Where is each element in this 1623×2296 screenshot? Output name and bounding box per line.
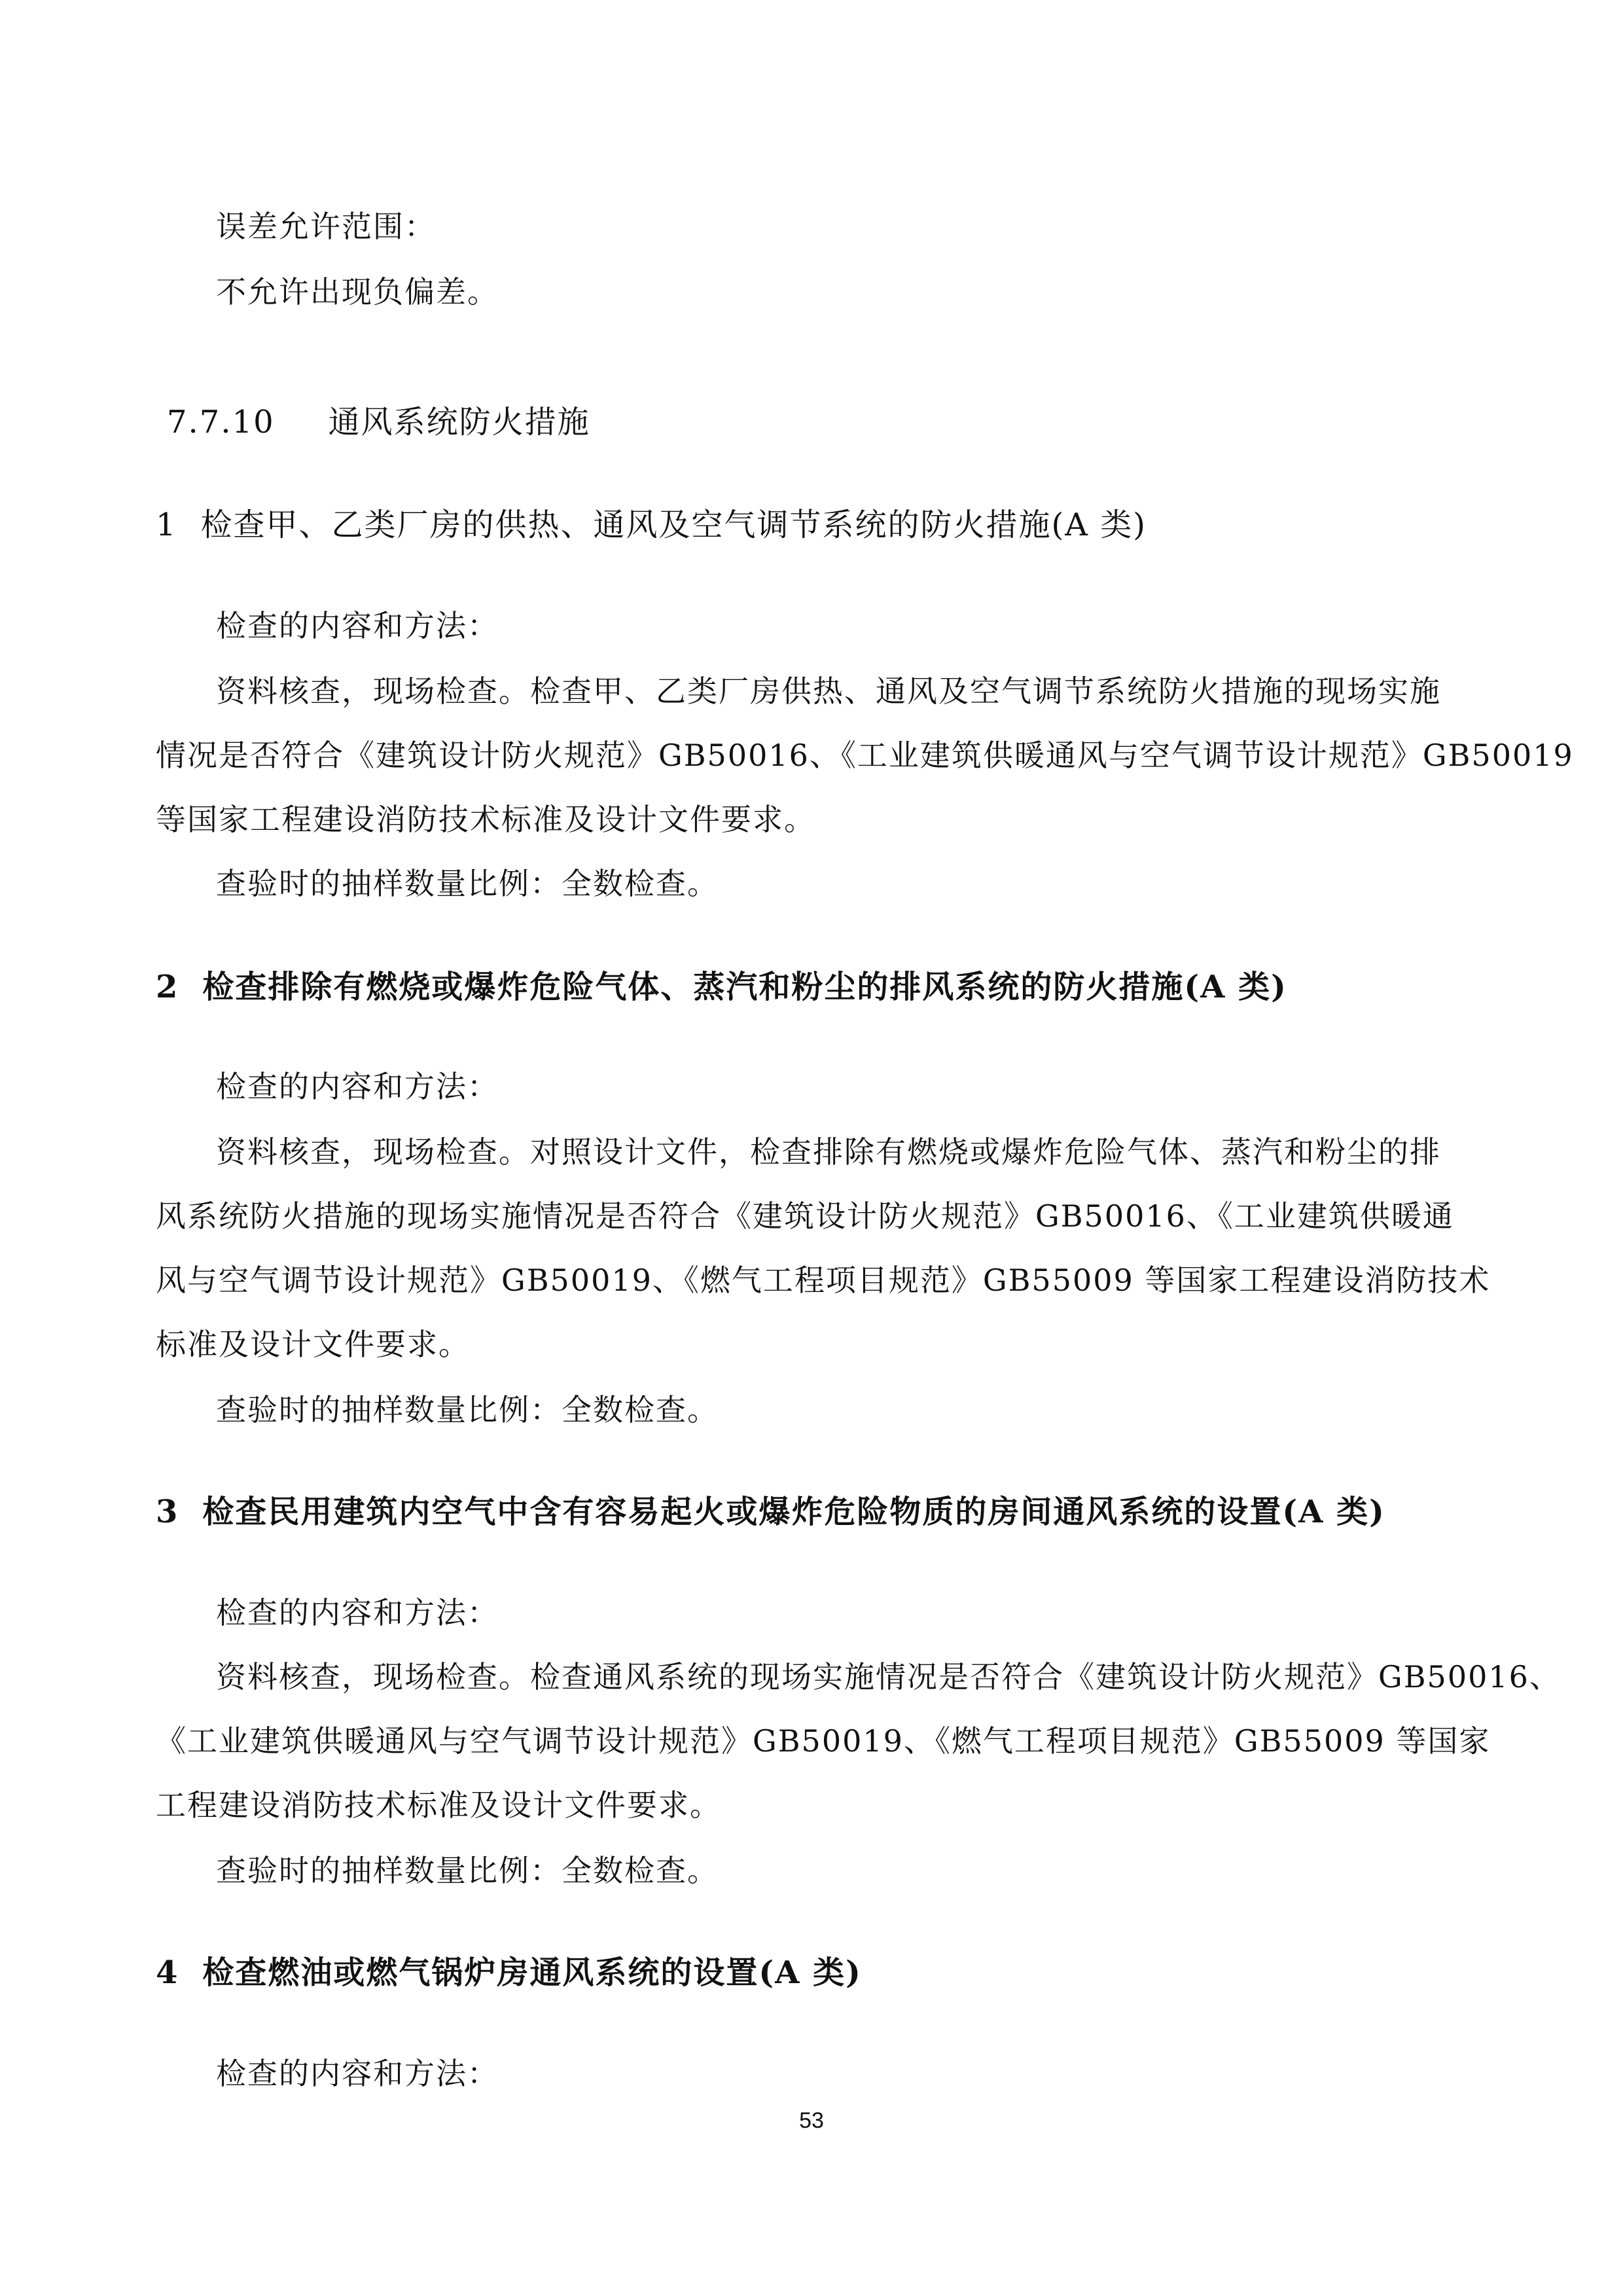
sampling-text: 查验时的抽样数量比例：全数检查。 <box>216 1392 719 1427</box>
paragraph-line: 《工业建筑供暖通风与空气调节设计规范》GB50019、《燃气工程项目规范》GB55009 等国家 <box>156 1723 1491 1759</box>
paragraph-line: 工程建设消防技术标准及设计文件要求。 <box>156 1787 721 1823</box>
page-number: 53 <box>799 2108 824 2133</box>
method-label: 检查的内容和方法： <box>216 1069 499 1104</box>
item-title: 检查民用建筑内空气中含有容易起火或爆炸危险物质的房间通风系统的设置(A 类) <box>202 1494 1385 1530</box>
tolerance-label: 误差允许范围： <box>216 209 436 244</box>
item-number: 4 <box>156 1954 179 1991</box>
section-title: 通风系统防火措施 <box>328 404 590 440</box>
method-label: 检查的内容和方法： <box>216 608 499 643</box>
paragraph-line: 风系统防火措施的现场实施情况是否符合《建筑设计防火规范》GB50016、《工业建筑供暖通 <box>156 1198 1454 1234</box>
paragraph-line: 情况是否符合《建筑设计防火规范》GB50016、《工业建筑供暖通风与空气调节设计规范》GB50019 <box>156 738 1574 773</box>
section-heading <box>167 403 590 442</box>
method-label: 检查的内容和方法： <box>216 2056 499 2091</box>
paragraph-line: 标准及设计文件要求。 <box>156 1327 470 1362</box>
item-title: 检查燃油或燃气锅炉房通风系统的设置(A 类) <box>202 1954 862 1991</box>
item-number: 2 <box>156 969 179 1005</box>
paragraph-line: 风与空气调节设计规范》GB50019、《燃气工程项目规范》GB55009 等国家工程建设消防技术 <box>156 1263 1491 1298</box>
tolerance-text: 不允许出现负偏差。 <box>216 274 499 310</box>
section-number: 7.7.10 <box>167 404 275 440</box>
paragraph-line: 资料核查，现场检查。检查通风系统的现场实施情况是否符合《建筑设计防火规范》GB50016、 <box>216 1659 1561 1695</box>
item-title: 检查排除有燃烧或爆炸危险气体、蒸汽和粉尘的排风系统的防火措施(A 类) <box>202 969 1287 1005</box>
paragraph-line: 等国家工程建设消防技术标准及设计文件要求。 <box>156 802 815 837</box>
item-heading <box>156 967 1287 1007</box>
item-heading <box>156 1492 1385 1532</box>
item-number: 1 <box>156 507 177 543</box>
paragraph-line: 资料核查，现场检查。对照设计文件，检查排除有燃烧或爆炸危险气体、蒸汽和粉尘的排 <box>216 1134 1441 1170</box>
item-heading <box>156 1953 862 1992</box>
item-number: 3 <box>156 1494 179 1530</box>
sampling-text: 查验时的抽样数量比例：全数检查。 <box>216 866 719 901</box>
paragraph-line: 资料核查，现场检查。检查甲、乙类厂房供热、通风及空气调节系统防火措施的现场实施 <box>216 673 1441 709</box>
sampling-text: 查验时的抽样数量比例：全数检查。 <box>216 1853 719 1888</box>
item-heading <box>156 505 1147 545</box>
item-title: 检查甲、乙类厂房的供热、通风及空气调节系统的防火措施(A 类) <box>200 507 1147 543</box>
method-label: 检查的内容和方法： <box>216 1595 499 1630</box>
